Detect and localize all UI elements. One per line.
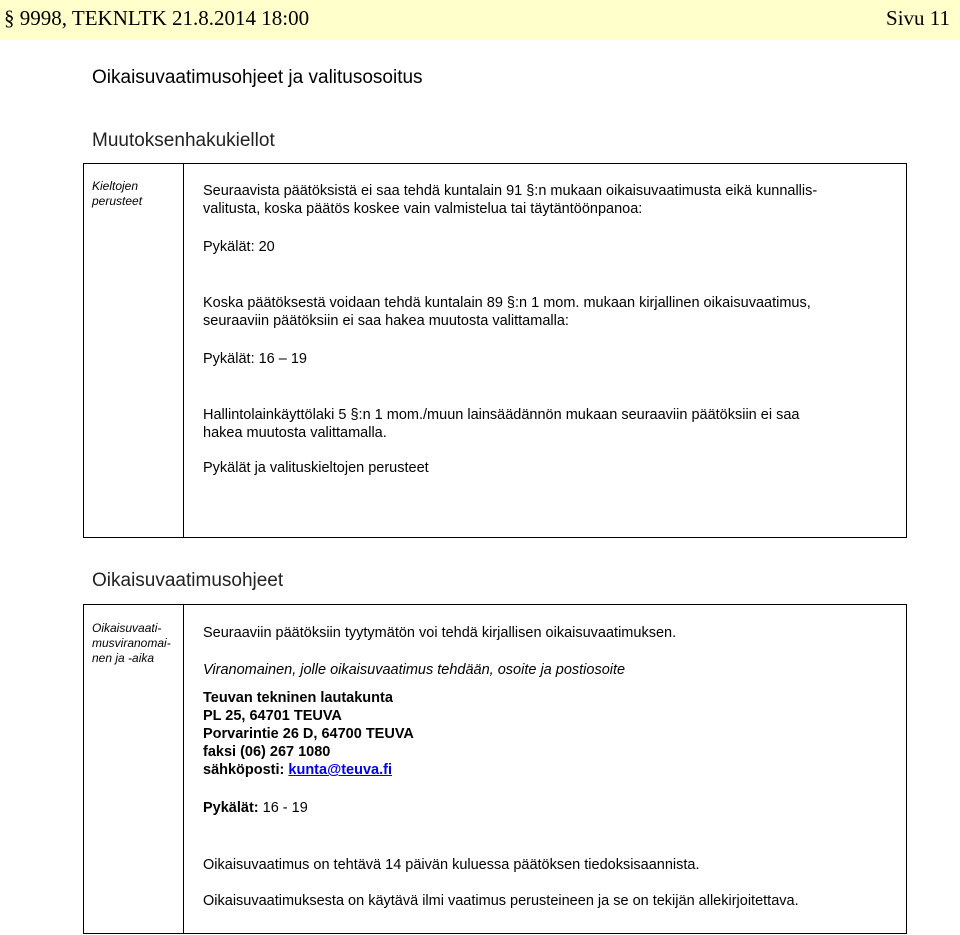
pykalat-label: Pykälät [203,351,251,367]
side-label-line: nen ja -aika [92,651,155,665]
pykalat-appeal-bans-footer: Pykälät ja valituskieltojen perusteet [203,460,429,476]
pykalat-line-2 [203,350,307,368]
authority-label: Viranomainen, jolle oikaisuvaatimus tehdään, osoite ja postiosoite [203,662,626,678]
para-non-appealable-line: valitusta, koska päätös koskee vain valmistelua tai täytäntöönpanoa: [203,201,643,217]
para-non-appealable-line: Seuraavista päätöksistä ei saa tehdä kuntalain 91 §:n mukaan oikaisuvaatimusta eikä kunnallis- [203,183,818,199]
para-administrative-law-line: hakea muutosta valittamalla. [203,425,387,441]
correction-requirements: Oikaisuvaatimuksesta on käytävä ilmi vaatimus perusteineen ja se on tekijän allekirjoitettava. [203,893,799,909]
side-label-line: Kieltojen [92,179,139,193]
authority-email-line [203,761,392,779]
correction-label-cell [83,604,184,934]
page-number: Sivu 11 [886,6,950,30]
side-label-line: Oikaisuvaati- [92,621,162,635]
section-reference: § 9998, TEKNLTK 21.8.2014 18:00 [4,6,310,30]
pykalat-value: : 20 [250,239,275,255]
section-heading-correction-instructions: Oikaisuvaatimusohjeet [92,570,284,591]
document-title: Oikaisuvaatimusohjeet ja valitusosoitus [92,67,423,88]
correction-deadline: Oikaisuvaatimus on tehtävä 14 päivän kuluessa päätöksen tiedoksisaannista. [203,857,700,873]
appeal-bans-label-cell [83,163,184,538]
section-heading-appeal-bans: Muutoksenhakukiellot [92,130,275,151]
pykalat-value: 16 - 19 [258,800,308,816]
email-label: sähköposti: [203,762,289,778]
side-label-line: musviranomai- [92,636,171,650]
side-label-line: perusteet [92,194,143,208]
authority-name: Teuvan tekninen lautakunta [203,690,393,706]
pykalat-label: Pykälät: [203,800,259,816]
authority-street-address: Porvarintie 26 D, 64700 TEUVA [203,726,414,742]
pykalat-label: Pykälät [203,239,251,255]
correction-intro: Seuraaviin päätöksiin tyytymätön voi tehdä kirjallisen oikaisuvaatimuksen. [203,625,677,641]
para-administrative-law-line: Hallintolainkäyttölaki 5 §:n 1 mom./muun lainsäädännön mukaan seuraaviin päätöksiin ei saa [203,407,800,423]
pykalat-value: : 16 – 19 [250,351,307,367]
pykalat-line-1 [203,238,275,256]
email-link[interactable]: kunta@teuva.fi [288,762,392,778]
authority-po-box: PL 25, 64701 TEUVA [203,708,342,724]
correction-pykalat-line [203,799,308,817]
para-correction-line: Koska päätöksestä voidaan tehdä kuntalain 89 §:n 1 mom. mukaan kirjallinen oikaisuvaatimus, [203,295,811,311]
para-correction-line: seuraaviin päätöksiin ei saa hakea muutosta valittamalla: [203,313,569,329]
authority-fax: faksi (06) 267 1080 [203,744,331,760]
document-header [0,0,960,40]
